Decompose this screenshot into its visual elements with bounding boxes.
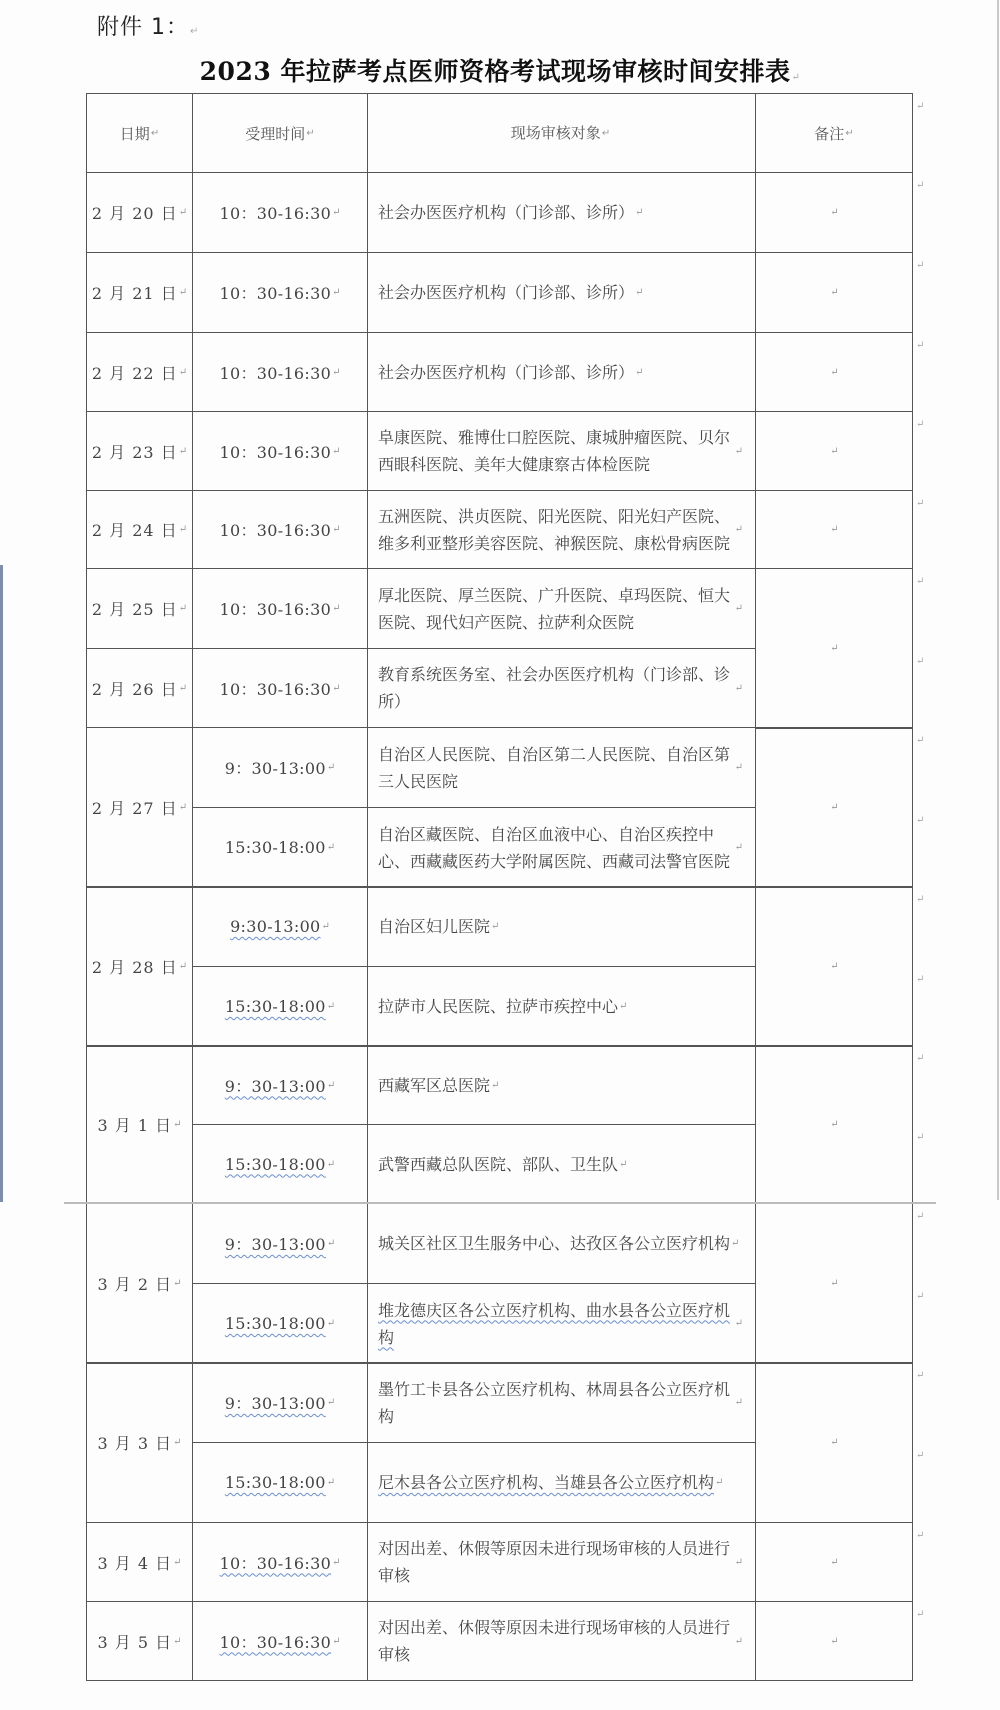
paragraph-mark-icon: ↵ xyxy=(321,921,330,932)
paragraph-mark-icon: ↵ xyxy=(178,961,188,972)
review-object-text: 武警西藏总队医院、部队、卫生队 xyxy=(378,1154,619,1174)
paragraph-mark-icon: ↵ xyxy=(619,1001,628,1012)
paragraph-mark-icon: ↵ xyxy=(173,1437,182,1448)
page-edge-line xyxy=(997,0,999,1200)
review-object-cell xyxy=(367,1442,756,1523)
review-object-text: 社会办医医疗机构（门诊部、诊所） xyxy=(378,283,635,302)
review-object-cell xyxy=(367,1283,756,1364)
paragraph-mark-icon: ↵ xyxy=(916,340,925,351)
paragraph-mark-icon: ↵ xyxy=(178,603,188,614)
date-text: 2 月 28 日 xyxy=(91,958,178,977)
paragraph-mark-icon: ↵ xyxy=(916,576,925,587)
date-cell xyxy=(86,1203,193,1364)
time-cell xyxy=(192,1362,368,1443)
date-cell xyxy=(86,172,193,253)
date-text: 2 月 22 日 xyxy=(91,363,178,383)
note-cell xyxy=(755,568,913,729)
date-cell xyxy=(86,411,193,491)
review-object-text: 社会办医医疗机构（门诊部、诊所） xyxy=(378,203,635,222)
review-object-text: 对因出差、休假等原因未进行现场审核的人员进行审核 xyxy=(378,1618,731,1664)
paragraph-mark-icon: ↵ xyxy=(332,207,341,218)
paragraph-mark-icon: ↵ xyxy=(332,1635,341,1647)
header-note xyxy=(755,93,913,173)
review-object-text: 城关区社区卫生服务中心、达孜区各公立医疗机构 xyxy=(378,1234,731,1253)
date-cell xyxy=(86,1045,193,1204)
time-cell xyxy=(192,1124,368,1204)
date-cell xyxy=(86,1362,193,1523)
header-time-label: 受理时间 xyxy=(245,124,306,143)
header-date xyxy=(86,93,193,173)
time-cell xyxy=(192,727,368,808)
paragraph-mark-icon: ↵ xyxy=(332,287,341,298)
paragraph-mark-icon: ↵ xyxy=(173,1119,182,1130)
paragraph-mark-icon: ↵ xyxy=(173,1278,182,1289)
review-object-cell xyxy=(367,966,756,1047)
time-text: 10：30-16:30 xyxy=(219,363,332,383)
review-object-cell xyxy=(367,886,756,967)
time-cell xyxy=(192,332,368,412)
time-text: 9：30-13:00 xyxy=(224,1235,326,1254)
paragraph-mark-icon: ↵ xyxy=(601,127,611,139)
note-cell xyxy=(755,172,913,253)
time-text: 10：30-16:30 xyxy=(219,1553,332,1573)
paragraph-mark-icon: ↵ xyxy=(845,127,854,139)
header-object xyxy=(367,93,756,173)
document-title xyxy=(0,52,1000,88)
review-object-text: 尼木县各公立医疗机构、当雄县各公立医疗机构 xyxy=(378,1473,715,1492)
paragraph-mark-icon: ↵ xyxy=(734,1556,743,1568)
paragraph-mark-icon: ↵ xyxy=(635,366,644,378)
time-cell xyxy=(192,568,368,649)
date-text: 2 月 25 日 xyxy=(91,600,178,619)
review-object-text: 自治区藏医院、自治区血液中心、自治区疾控中心、西藏藏医药大学附属医院、西藏司法警官医院 xyxy=(378,824,731,871)
paragraph-mark-icon: ↵ xyxy=(916,1291,925,1302)
paragraph-mark-icon: ↵ xyxy=(734,762,743,773)
paragraph-mark-icon: ↵ xyxy=(734,842,743,853)
paragraph-mark-icon: ↵ xyxy=(916,1132,925,1143)
paragraph-mark-icon: ↵ xyxy=(916,180,925,191)
date-text: 2 月 26 日 xyxy=(91,679,178,699)
time-text: 10：30-16:30 xyxy=(219,284,332,303)
review-object-text: 墨竹工卡县各公立医疗机构、林周县各公立医疗机构 xyxy=(378,1379,731,1426)
date-text: 2 月 21 日 xyxy=(91,284,178,303)
paragraph-mark-icon: ↵ xyxy=(635,287,644,298)
note-cell xyxy=(755,332,913,412)
paragraph-mark-icon: ↵ xyxy=(916,260,925,271)
review-object-text: 对因出差、休假等原因未进行现场审核的人员进行审核 xyxy=(378,1539,731,1585)
paragraph-mark-icon: ↵ xyxy=(178,366,188,378)
review-object-text: 五洲医院、洪贞医院、阳光医院、阳光妇产医院、维多利亚整形美容医院、神猴医院、康松骨病医院 xyxy=(378,506,731,553)
time-text: 15:30-18:00 xyxy=(224,1473,326,1492)
note-cell xyxy=(755,1522,913,1602)
time-cell xyxy=(192,1203,368,1284)
paragraph-mark-icon: ↵ xyxy=(916,974,925,985)
paragraph-mark-icon: ↵ xyxy=(734,603,743,614)
paragraph-mark-icon: ↵ xyxy=(178,802,188,813)
review-object-text: 教育系统医务室、社会办医医疗机构（门诊部、诊所） xyxy=(378,665,731,711)
review-object-cell xyxy=(367,1601,756,1681)
paragraph-mark-icon: ↵ xyxy=(491,1079,500,1091)
time-text: 9:30-13:00 xyxy=(230,917,321,936)
note-cell xyxy=(755,252,913,333)
time-cell xyxy=(192,648,368,728)
date-text: 3 月 2 日 xyxy=(97,1275,173,1294)
review-object-cell xyxy=(367,1362,756,1443)
paragraph-mark-icon: ↵ xyxy=(326,1477,336,1488)
note-cell xyxy=(755,1045,913,1204)
time-text: 9：30-13:00 xyxy=(224,1076,326,1096)
review-object-text: 阜康医院、雅博仕口腔医院、康城肿瘤医院、贝尔西眼科医院、美年大健康察古体检医院 xyxy=(378,428,731,474)
review-object-cell xyxy=(367,490,756,569)
paragraph-mark-icon: ↵ xyxy=(619,1158,628,1170)
date-cell xyxy=(86,886,193,1047)
time-text: 9：30-13:00 xyxy=(224,1394,326,1413)
paragraph-mark-icon: ↵ xyxy=(916,1053,925,1064)
review-object-text: 堆龙德庆区各公立医疗机构、曲水县各公立医疗机构 xyxy=(378,1300,731,1347)
date-text: 3 月 3 日 xyxy=(97,1434,173,1453)
paragraph-mark-icon: ↵ xyxy=(734,1635,743,1647)
review-object-cell xyxy=(367,172,756,253)
paragraph-mark-icon: ↵ xyxy=(332,1556,341,1568)
date-cell xyxy=(86,1601,193,1681)
note-cell xyxy=(755,411,913,491)
header-object-label: 现场审核对象 xyxy=(510,123,601,142)
paragraph-mark-icon: ↵ xyxy=(734,1397,743,1408)
note-cell xyxy=(755,1362,913,1523)
paragraph-mark-icon: ↵ xyxy=(715,1477,724,1488)
review-object-cell xyxy=(367,411,756,491)
date-text: 2 月 24 日 xyxy=(91,521,178,540)
note-cell xyxy=(755,1203,913,1364)
review-object-text: 自治区妇儿医院 xyxy=(378,917,491,936)
page-edge-strip xyxy=(0,565,3,1202)
paragraph-mark-icon: ↵ xyxy=(326,1158,336,1170)
paragraph-mark-icon: ↵ xyxy=(916,1211,925,1222)
paragraph-mark-icon: ↵ xyxy=(830,524,839,535)
paragraph-mark-icon: ↵ xyxy=(830,287,839,298)
paragraph-mark-icon: ↵ xyxy=(326,1238,336,1249)
date-text: 3 月 1 日 xyxy=(97,1116,173,1135)
date-text: 3 月 5 日 xyxy=(97,1632,173,1652)
page-fold-line xyxy=(64,1202,936,1204)
date-cell xyxy=(86,727,193,888)
paragraph-mark-icon: ↵ xyxy=(916,1370,925,1381)
paragraph-mark-icon: ↵ xyxy=(734,682,743,694)
paragraph-mark-icon: ↵ xyxy=(178,207,188,218)
paragraph-mark-icon: ↵ xyxy=(332,603,341,614)
review-object-text: 拉萨市人民医院、拉萨市疾控中心 xyxy=(378,997,619,1016)
paragraph-mark-icon: ↵ xyxy=(916,1450,925,1461)
review-object-cell xyxy=(367,1522,756,1602)
paragraph-mark-icon: ↵ xyxy=(731,1238,740,1249)
paragraph-mark-icon: ↵ xyxy=(332,445,341,457)
time-text: 10：30-16:30 xyxy=(219,521,332,540)
paragraph-mark-icon: ↵ xyxy=(830,961,839,972)
paragraph-mark-icon: ↵ xyxy=(178,287,188,298)
review-object-cell xyxy=(367,568,756,649)
paragraph-mark-icon: ↵ xyxy=(916,894,925,905)
paragraph-mark-icon: ↵ xyxy=(830,1635,839,1647)
paragraph-mark-icon: ↵ xyxy=(830,643,839,654)
attachment-label-text: 附件 1： xyxy=(97,15,189,40)
paragraph-mark-icon: ↵ xyxy=(916,815,925,826)
paragraph-mark-icon: ↵ xyxy=(150,127,160,139)
paragraph-mark-icon: ↵ xyxy=(332,524,341,535)
note-cell xyxy=(755,490,913,569)
paragraph-mark-icon: ↵ xyxy=(916,735,925,746)
date-cell xyxy=(86,252,193,333)
paragraph-mark-icon: ↵ xyxy=(635,207,644,218)
paragraph-mark-icon: ↵ xyxy=(830,1119,839,1130)
time-text: 15:30-18:00 xyxy=(224,1314,326,1333)
review-object-text: 自治区人民医院、自治区第二人民医院、自治区第三人民医院 xyxy=(378,744,731,791)
paragraph-mark-icon: ↵ xyxy=(830,1278,839,1289)
review-object-cell xyxy=(367,252,756,333)
time-cell xyxy=(192,1522,368,1602)
date-text: 3 月 4 日 xyxy=(97,1553,173,1573)
paragraph-mark-icon: ↵ xyxy=(332,366,341,378)
paragraph-mark-icon: ↵ xyxy=(326,1318,336,1329)
paragraph-mark-icon: ↵ xyxy=(173,1635,182,1647)
paragraph-mark-icon: ↵ xyxy=(916,656,925,667)
paragraph-mark-icon: ↵ xyxy=(326,842,336,853)
paragraph-mark-icon: ↵ xyxy=(916,419,925,430)
date-text: 2 月 23 日 xyxy=(91,442,178,462)
time-cell xyxy=(192,172,368,253)
paragraph-mark-icon: ↵ xyxy=(332,682,341,694)
paragraph-mark-icon: ↵ xyxy=(916,1530,925,1541)
review-object-text: 社会办医医疗机构（门诊部、诊所） xyxy=(378,362,635,382)
time-text: 10：30-16:30 xyxy=(219,1632,332,1652)
header-date-label: 日期 xyxy=(119,124,150,143)
time-cell xyxy=(192,1283,368,1364)
review-object-cell xyxy=(367,1203,756,1284)
time-text: 15:30-18:00 xyxy=(224,1154,326,1174)
time-text: 10：30-16:30 xyxy=(219,204,332,223)
time-cell xyxy=(192,1045,368,1125)
paragraph-mark-icon: ↵ xyxy=(830,1437,839,1448)
time-cell xyxy=(192,1442,368,1523)
note-cell xyxy=(755,727,913,888)
paragraph-mark-icon: ↵ xyxy=(326,1079,336,1091)
paragraph-mark-icon: ↵ xyxy=(830,1556,839,1568)
review-object-cell xyxy=(367,1045,756,1125)
paragraph-mark-icon: ↵ xyxy=(326,762,336,773)
paragraph-mark-icon: ↵ xyxy=(173,1556,182,1568)
date-text: 2 月 27 日 xyxy=(91,799,178,818)
review-object-cell xyxy=(367,1124,756,1204)
time-text: 10：30-16:30 xyxy=(219,442,332,462)
paragraph-mark-icon: ↵ xyxy=(830,366,839,378)
review-object-cell xyxy=(367,807,756,888)
review-object-text: 厚北医院、厚兰医院、广升医院、卓玛医院、恒大医院、现代妇产医院、拉萨利众医院 xyxy=(378,585,731,632)
time-cell xyxy=(192,966,368,1047)
time-cell xyxy=(192,490,368,569)
attachment-label xyxy=(97,10,199,41)
paragraph-mark-icon: ↵ xyxy=(916,498,925,509)
review-object-cell xyxy=(367,332,756,412)
paragraph-mark-icon: ↵ xyxy=(734,524,743,535)
paragraph-mark-icon: ↵ xyxy=(916,1609,925,1620)
review-object-cell xyxy=(367,727,756,808)
paragraph-mark-icon: ↵ xyxy=(491,921,500,932)
document-title-text: 2023 年拉萨考点医师资格考试现场审核时间安排表 xyxy=(199,57,791,86)
time-text: 10：30-16:30 xyxy=(219,679,332,699)
time-cell xyxy=(192,886,368,967)
paragraph-mark-icon: ↵ xyxy=(734,1318,743,1329)
paragraph-mark-icon: ↵ xyxy=(178,524,188,535)
date-text: 2 月 20 日 xyxy=(91,204,178,223)
date-cell xyxy=(86,332,193,412)
time-cell xyxy=(192,1601,368,1681)
review-object-text: 西藏军区总医院 xyxy=(378,1075,491,1095)
paragraph-mark-icon: ↵ xyxy=(830,207,839,218)
time-text: 10：30-16:30 xyxy=(219,600,332,619)
header-note-label: 备注 xyxy=(814,124,845,143)
paragraph-mark-icon: ↵ xyxy=(178,682,188,694)
paragraph-mark-icon: ↵ xyxy=(190,26,200,37)
header-time xyxy=(192,93,368,173)
time-text: 9：30-13:00 xyxy=(224,759,326,778)
review-object-cell xyxy=(367,648,756,728)
time-text: 15:30-18:00 xyxy=(224,997,326,1016)
paragraph-mark-icon: ↵ xyxy=(178,445,188,457)
paragraph-mark-icon: ↵ xyxy=(326,1001,336,1012)
note-cell xyxy=(755,1601,913,1681)
date-cell xyxy=(86,1522,193,1602)
paragraph-mark-icon: ↵ xyxy=(306,127,315,139)
time-cell xyxy=(192,807,368,888)
date-cell xyxy=(86,568,193,649)
time-cell xyxy=(192,252,368,333)
time-cell xyxy=(192,411,368,491)
paragraph-mark-icon: ↵ xyxy=(830,802,839,813)
paragraph-mark-icon: ↵ xyxy=(326,1397,336,1408)
date-cell xyxy=(86,648,193,728)
paragraph-mark-icon: ↵ xyxy=(916,101,925,112)
paragraph-mark-icon: ↵ xyxy=(791,72,801,83)
note-cell xyxy=(755,886,913,1047)
paragraph-mark-icon: ↵ xyxy=(830,445,839,457)
paragraph-mark-icon: ↵ xyxy=(734,445,743,457)
date-cell xyxy=(86,490,193,569)
time-text: 15:30-18:00 xyxy=(224,838,326,857)
